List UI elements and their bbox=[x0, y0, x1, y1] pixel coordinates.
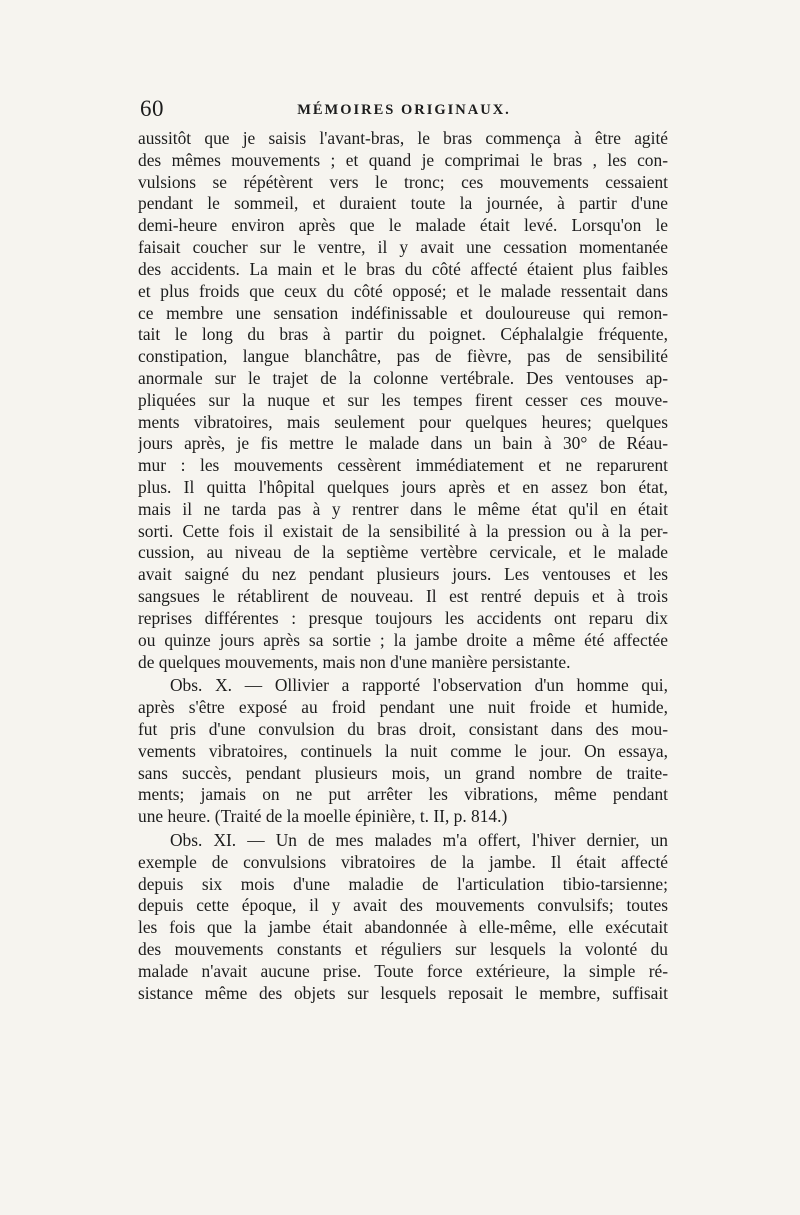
text-line: jours après, je fis mettre le malade dans un bain à 30° de Réau- bbox=[138, 433, 668, 454]
text-line: ments vibratoires, mais seulement pour quelques heures; quelques bbox=[138, 411, 668, 432]
paragraph-case-continuation bbox=[138, 128, 668, 673]
text-line: malade n'avait aucune prise. Toute force extérieure, la simple ré- bbox=[138, 960, 668, 981]
text-line: plus. Il quitta l'hôpital quelques jours après et en assez bon état, bbox=[138, 477, 668, 497]
text-line: ments; jamais on ne put arrêter les vibrations, même pendant bbox=[138, 784, 668, 805]
text-line: pendant le sommeil, et duraient toute la journée, à partir d'une bbox=[138, 193, 668, 214]
text-line: ou quinze jours après sa sortie ; la jambe droite a même été affectée bbox=[138, 629, 668, 650]
text-line: aussitôt que je saisis l'avant-bras, le bras commença à être agité bbox=[138, 128, 668, 148]
text-line: une heure. (Traité de la moelle épinière, t. II, p. 814.) bbox=[138, 806, 508, 827]
body-text bbox=[138, 128, 668, 1005]
text-line: exemple de convulsions vibratoires de la jambe. Il était affecté bbox=[138, 851, 668, 872]
text-line: Obs. XI. — Un de mes malades m'a offert, l'hiver dernier, un bbox=[170, 830, 668, 850]
text-line: des accidents. La main et le bras du côté affecté étaient plus faibles bbox=[138, 258, 668, 279]
text-line: des mêmes mouvements ; et quand je comprimai le bras , les con- bbox=[138, 149, 668, 170]
text-line: mur : les mouvements cessèrent immédiatement et ne reparurent bbox=[138, 455, 668, 476]
text-line: sangsues le rétablirent de nouveau. Il est rentré depuis et à trois bbox=[138, 586, 668, 607]
text-line: les fois que la jambe était abandonnée à elle-même, elle exécutait bbox=[138, 917, 668, 938]
paragraph-obs-xi bbox=[138, 830, 668, 1005]
text-line: reprises différentes : presque toujours les accidents ont reparu dix bbox=[138, 607, 668, 628]
text-line: sistance même des objets sur lesquels reposait le membre, suffisait bbox=[138, 982, 668, 1003]
text-line: fut pris d'une convulsion du bras droit, consistant dans des mou- bbox=[138, 718, 668, 739]
page-header bbox=[140, 96, 668, 126]
text-line: cussion, au niveau de la septième vertèbre cervicale, et le malade bbox=[138, 542, 668, 563]
paragraph-obs-x bbox=[138, 675, 668, 828]
page-number: 60 bbox=[140, 96, 164, 121]
text-line: sorti. Cette fois il existait de la sensibilité à la pression ou à la per- bbox=[138, 520, 668, 541]
text-line: tait le long du bras à partir du poignet. Céphalalgie fréquente, bbox=[138, 324, 668, 345]
text-line: après s'être exposé au froid pendant une nuit froide et humide, bbox=[138, 697, 668, 718]
text-line: mais il ne tarda pas à y rentrer dans le même état qu'il en était bbox=[138, 498, 668, 519]
text-line: depuis six mois d'une maladie de l'articulation tibio-tarsienne; bbox=[138, 873, 668, 894]
text-line: Obs. X. — Ollivier a rapporté l'observation d'un homme qui, bbox=[170, 675, 668, 696]
text-line: pliquées sur la nuque et sur les tempes firent cesser ces mouve- bbox=[138, 389, 668, 410]
running-head: MÉMOIRES ORIGINAUX. bbox=[297, 102, 511, 118]
text-line: de quelques mouvements, mais non d'une manière persistante. bbox=[138, 651, 571, 672]
text-line: vulsions se répétèrent vers le tronc; ces mouvements cessaient bbox=[138, 171, 668, 192]
text-line: sans succès, pendant plusieurs mois, un grand nombre de traite- bbox=[138, 762, 668, 783]
text-line: demi-heure environ après que le malade était levé. Lorsqu'on le bbox=[138, 215, 668, 236]
text-line: anormale sur le trajet de la colonne vertébrale. Des ventouses ap- bbox=[138, 367, 668, 388]
text-line: vements vibratoires, continuels la nuit comme le jour. On essaya, bbox=[138, 740, 668, 761]
text-line: avait saigné du nez pendant plusieurs jours. Les ventouses et les bbox=[138, 564, 668, 585]
text-line: ce membre une sensation indéfinissable et douloureuse qui remon- bbox=[138, 302, 668, 323]
text-line: depuis cette époque, il y avait des mouvements convulsifs; toutes bbox=[138, 895, 668, 916]
text-line: faisait coucher sur le ventre, il y avait une cessation momentanée bbox=[138, 237, 668, 258]
text-line: constipation, langue blanchâtre, pas de fièvre, pas de sensibilité bbox=[138, 346, 668, 367]
text-line: des mouvements constants et réguliers sur lesquels la volonté du bbox=[138, 939, 668, 960]
text-line: et plus froids que ceux du côté opposé; et le malade ressentait dans bbox=[138, 280, 668, 301]
